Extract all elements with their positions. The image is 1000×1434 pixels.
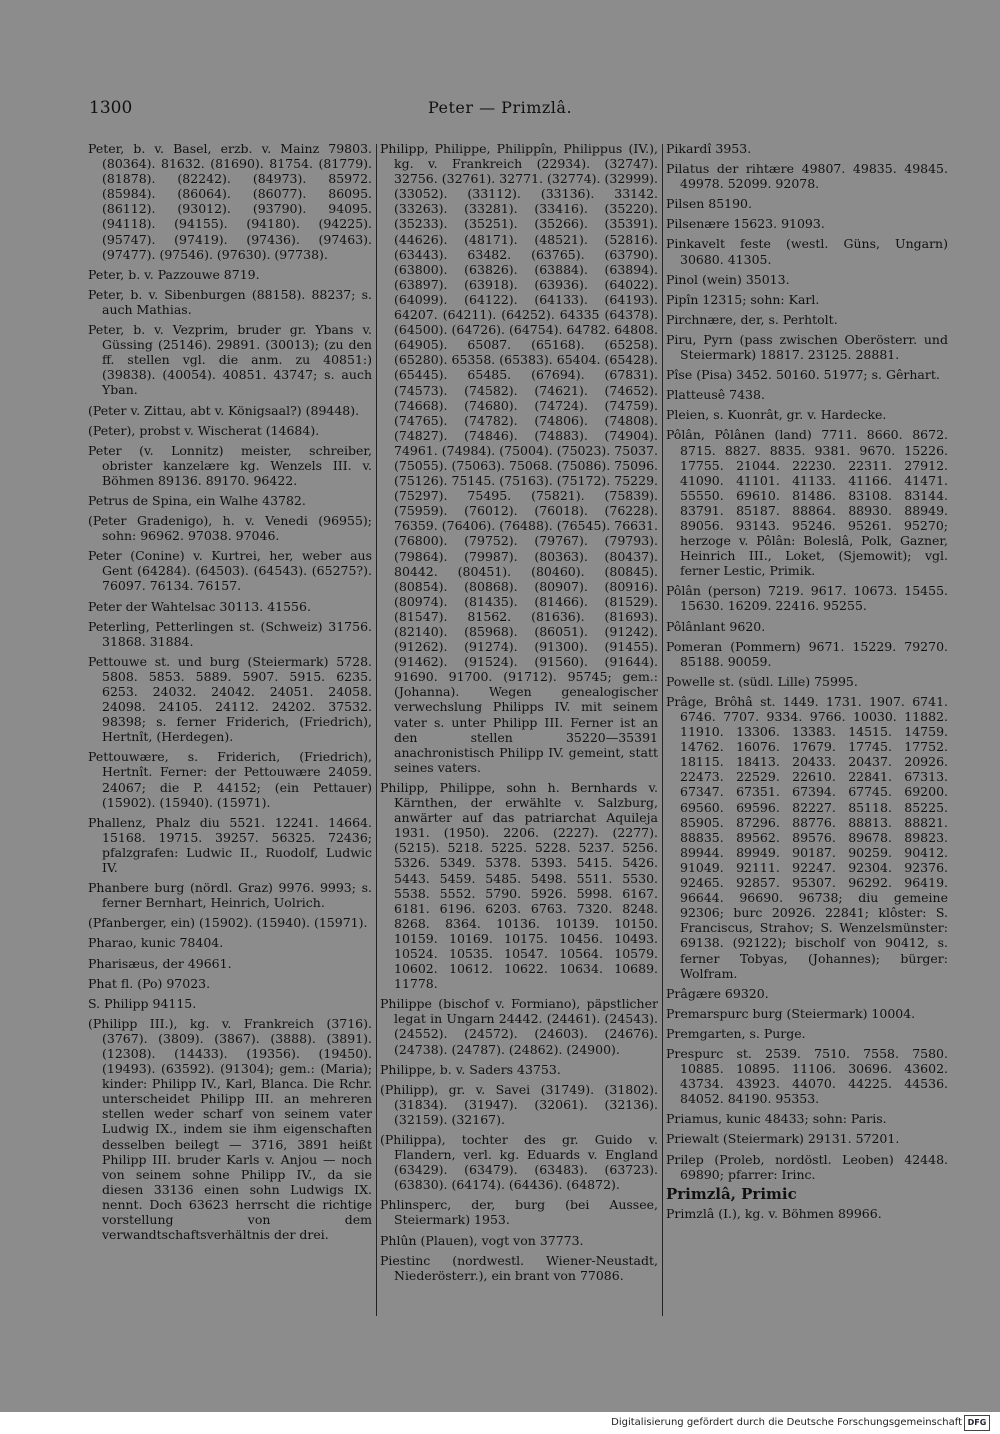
index-entry: Pôlânlant 9620. [666,618,766,634]
index-entry: Petrus de Spina, ein Walhe 43782. [88,492,306,508]
index-entry: Pôlân, Pôlânen (land) 7711. 8660. 8672. 8715. 8827. 8835. 9381. 9670. 15226. 17755. 21044. 22230. 22311. 27912. 41090. 41101. 41133. 41166. 41471. 55550. 69610. 81486. 83108. 83144. 83791. 85187. 88864. 88930. 88949. 89056. 93143. 95246. 95261. 95270; herzoge v. Pôlân: Boleslâ, Polk, Gazner, Heinrich III., Loket, (Sjemowit); vgl. ferner Lestic, Primik. [666,427,948,579]
index-entry: Phat fl. (Po) 97023. [88,975,211,991]
index-entry: Priewalt (Steiermark) 29131. 57201. [666,1131,900,1147]
index-entry: Pettouwe st. und burg (Steiermark) 5728. 5808. 5853. 5889. 5907. 5915. 6235. 6253. 24032. 24042. 24051. 24058. 24098. 24105. 24112. 24202. 37532. 98398; s. ferner Friderich, (Friedrich), Hertnît, (Herdegen). [88,653,372,745]
index-entry: Phallenz, Phalz diu 5521. 12241. 14664. 15168. 19715. 39257. 56325. 72436; pfalzgrafen: Ludwic II., Ruodolf, Ludwic IV. [88,814,372,876]
index-entry: Pinol (wein) 35013. [666,271,790,287]
index-entry: Premarspurc burg (Steiermark) 10004. [666,1005,916,1021]
index-entry: (Peter Gradenigo), h. v. Venedi (96955); sohn: 96962. 97038. 97046. [88,513,372,544]
index-entry: Prâgære 69320. [666,985,769,1001]
index-entry: Pilsen 85190. [666,196,752,212]
running-head: Peter — Primzlâ. [427,98,573,117]
index-entry: Pharao, kunic 78404. [88,935,224,951]
index-entry: Peter, b. v. Pazzouwe 8719. [88,266,260,282]
index-entry: Premgarten, s. Purge. [666,1025,806,1041]
index-entry: (Philippa), tochter des gr. Guido v. Flandern, verl. kg. Eduards v. England (63429). (63479). (63483). (63723). (63830). (64174). (64436). (64872). [380,1132,658,1193]
index-entry: Pôlân (person) 7219. 9617. 10673. 15455. 15630. 16209. 22416. 95255. [666,583,948,614]
index-entry: Primzlâ (I.), kg. v. Böhmen 89966. [666,1205,882,1221]
index-entry: (Peter), probst v. Wischerat (14684). [88,422,320,438]
index-entry: Pharisæus, der 49661. [88,955,232,971]
index-entry: Pilsenære 15623. 91093. [666,216,825,232]
index-entry: Phlûn (Plauen), vogt von 37773. [380,1232,584,1248]
index-entry: (Pfanberger, ein) (15902). (15940). (15971). [88,915,368,931]
index-entry: Piestinc (nordwestl. Wiener-Neustadt, Niederösterr.), ein brant von 77086. [380,1252,658,1283]
index-entry: Piru, Pyrn (pass zwischen Oberösterr. und Steiermark) 18817. 23125. 28881. [666,331,948,363]
footer-credit: Digitalisierung gefördert durch die Deutsche Forschungsgemeinschaft [611,1417,962,1428]
index-entry: Philippe (bischof v. Formiano), päpstlicher legat in Ungarn 24442. (24461). (24543). (24552). (24572). (24603). (24676). (24738). (24787). (24862). (24900). [380,996,658,1057]
index-entry: Philippe, b. v. Saders 43753. [380,1061,561,1077]
index-entry: Pomeran (Pommern) 9671. 15229. 79270. 85188. 90059. [666,638,948,669]
column-3 [666,141,948,1226]
index-entry: Pleien, s. Kuonrât, gr. v. Hardecke. [666,407,887,423]
index-entry: Philipp, Philippe, Philippîn, Philippus (IV.), kg. v. Frankreich (22934). (32747). 32756. (32761). 32771. (32774). (32999). (33052). (33112). (33136). 33142. (33263). (33281). (33416). (35220). (35233). (35251). (35266). (35391). (44626). (48171). (48521). (52816). (63443). 63482. (63765). (63790). (63800). (63826). (63884). (63894). (63897). (63918). (63936). (64022). (64099). (64122). (64133). (64193). 64207. (64211). (64252). 64335 (64378). (64500). (64726). (64754). 64782. 64808. (64905). 65087. (65168). (65258). (65280). 65358. (65383). 65404. (65428). (65445). 65485. (67694). (67831). (74573). (74582). (74621). (74652). (74668). (74680). (74724). (74759). (74765). (74782). (74806). (74808). (74827). (74846). (74883). (74904). 74961. (74984). (75004). (75023). 75037. (75055). (75063). 75068. (75086). 75096. (75126). 75145. (75163). (75172). 75229. (75297). 75495. (75821). (75839). (75959). (76012). (76018). (76228). 76359. (76406). (76488). (76545). 76631. (76800). (79752). (79767). (79793). (79864). (79987). (80363). (80437). 80442. (80451). (80460). (80845). (80854). (80868). (80907). (80916). (80974). (81435). (81466). (81529). (81547). 81562. (81636). (81693). (82140). (85968). (86051). (91242). (91262). (91274). (91300). (91455). (91462). (91524). (91560). (91644). 91690. 91700. (91712). 95745; gem.: (Johanna). Wegen genealogischer verwechslung Philipps IV. mit seinem vater s. unter Philipp III. Ferner ist an den stellen 35220—35391 anachronistisch Philipp IV. gemeint, statt seines vaters. [380,141,658,775]
dfg-logo-icon: DFG [964,1415,990,1431]
page-number: 1300 [89,98,133,118]
index-entry: Phanbere burg (nördl. Graz) 9976. 9993; s. ferner Bernhart, Heinrich, Uolrich. [88,880,372,911]
index-entry: Pirchnære, der, s. Perhtolt. [666,311,838,327]
index-entry: Pikardî 3953. [666,141,752,156]
index-entry: Prâge, Brôhâ st. 1449. 1731. 1907. 6741. 6746. 7707. 9334. 9766. 10030. 11882. 11910. 13306. 13383. 14515. 14759. 14762. 16076. 17679. 17745. 17752. 18115. 18413. 20433. 20437. 20926. 22473. 22529. 22610. 22841. 67313. 67347. 67351. 67394. 67745. 69200. 69560. 69596. 82227. 85118. 85225. 85905. 87296. 88776. 88813. 88821. 88835. 89562. 89576. 89678. 89823. 89944. 89949. 90187. 90259. 90412. 91049. 92111. 92247. 92304. 92376. 92465. 92857. 95307. 96292. 96419. 96644. 96690. 96738; diu gemeine 92306; burc 20926. 22841; klôster: S. Franciscus, Strahov; S. Wenzelsmünster: 69138. (92122); bischolf von 90412, s. ferner Tobyas, (Johannes); bürger: Wolfram. [666,693,948,981]
index-entry: Pîse (Pisa) 3452. 50160. 51977; s. Gêrhart. [666,367,940,383]
index-entry: Prespurc st. 2539. 7510. 7558. 7580. 10885. 10895. 11106. 30696. 43602. 43734. 43923. 44070. 44225. 44536. 84052. 84190. 95353. [666,1045,948,1107]
index-entry: Pettouwære, s. Friderich, (Friedrich), Hertnît. Ferner: der Pettouwære 24059. 24067; die P. 44152; (ein Pettauer) (15902). (15940). (15971). [88,749,372,810]
index-entry: Platteusê 7438. [666,387,765,403]
index-entry: (Peter v. Zittau, abt v. Königsaal?) (89448). [88,402,360,418]
index-entry: Prilep (Proleb, nordöstl. Leoben) 42448. 69890; pfarrer: Irinc. [666,1151,948,1182]
column-2 [380,141,658,1288]
index-entry: (Philipp III.), kg. v. Frankreich (3716). (3767). (3809). (3867). (3888). (3891). (12308). (14433). (19356). (19450). (19493). (63592). (91304); gem.: (Maria); kinder: Philipp IV., Karl, Blanca. Die Rchr. unterscheidet Philipp III. an mehreren stellen weder scharf von seinem vater Ludwig IX., indem sie ihm eigenschaften desselben beilegt — 3716, 3891 heißt Philipp III. bruder Karls v. Anjou — noch von seinem sohne Philipp IV., da sie diesen 33136 einen sohn Ludwigs IX. nennt. Doch 63623 herrscht die richtige vorstellung von dem verwandtschaftsverhältnis der drei. [88,1015,372,1243]
index-entry: Peter der Wahtelsac 30113. 41556. [88,598,311,614]
index-entry: Peter, b. v. Vezprim, bruder gr. Ybans v. Güssing (25146). 29891. (30013); (zu den ff. stellen vgl. die anm. zu 40851:) (39838). (40054). 40851. 43747; s. auch Yban. [88,322,372,398]
index-entry: (Philipp), gr. v. Savei (31749). (31802). (31834). (31947). (32061). (32136). (32159). (32167). [380,1081,658,1127]
index-entry: Peter, b. v. Basel, erzb. v. Mainz 79803. (80364). 81632. (81690). 81754. (81779). (81878). (82242). (84973). 85972. (85984). (86064). (86077). 86095. (86112). (93012). (93790). 94095. (94118). (94155). (94180). (94225). (95747). (97419). (97436). (97463). (97477). (97546). (97630). (97738). [88,141,372,262]
index-entry: Peter (Conine) v. Kurtrei, her, weber aus Gent (64284). (64503). (64543). (65275?). 76097. 76134. 76157. [88,548,372,594]
index-entry: Powelle st. (südl. Lille) 75995. [666,673,858,689]
index-entry: Peter (v. Lonnitz) meister, schreiber, obrister kanzelære kg. Wenzels III. v. Böhmen 89136. 89170. 96422. [88,442,372,488]
section-heading: Primzlâ, Primic [666,1184,797,1203]
index-entry: Pinkavelt feste (westl. Güns, Ungarn) 30680. 41305. [666,236,948,267]
column-1 [88,141,372,1247]
index-entry: Philipp, Philippe, sohn h. Bernhards v. Kärnthen, der erwählte v. Salzburg, anwärter auf das patriarchat Aquileja 1931. (1950). 2206. (2227). (2277). (5215). 5218. 5225. 5228. 5237. 5256. 5326. 5349. 5378. 5393. 5415. 5426. 5443. 5459. 5485. 5498. 5511. 5530. 5538. 5552. 5790. 5926. 5998. 6167. 6181. 6196. 6203. 6763. 7320. 8248. 8268. 8364. 10136. 10139. 10150. 10159. 10169. 10175. 10456. 10493. 10524. 10535. 10547. 10564. 10579. 10602. 10612. 10622. 10634. 10689. 11778. [380,779,658,992]
index-entry: Peter, b. v. Sibenburgen (88158). 88237; s. auch Mathias. [88,286,372,317]
index-entry: Priamus, kunic 48433; sohn: Paris. [666,1111,887,1127]
index-entry: S. Philipp 94115. [88,995,197,1011]
index-entry: Peterling, Petterlingen st. (Schweiz) 31756. 31868. 31884. [88,618,372,649]
index-entry: Pilatus der rihtære 49807. 49835. 49845. 49978. 52099. 92078. [666,161,948,192]
index-entry: Phlinsperc, der, burg (bei Aussee, Steiermark) 1953. [380,1197,658,1228]
index-entry: Pipîn 12315; sohn: Karl. [666,291,820,307]
column-divider [662,144,663,1316]
column-divider [376,144,377,1316]
